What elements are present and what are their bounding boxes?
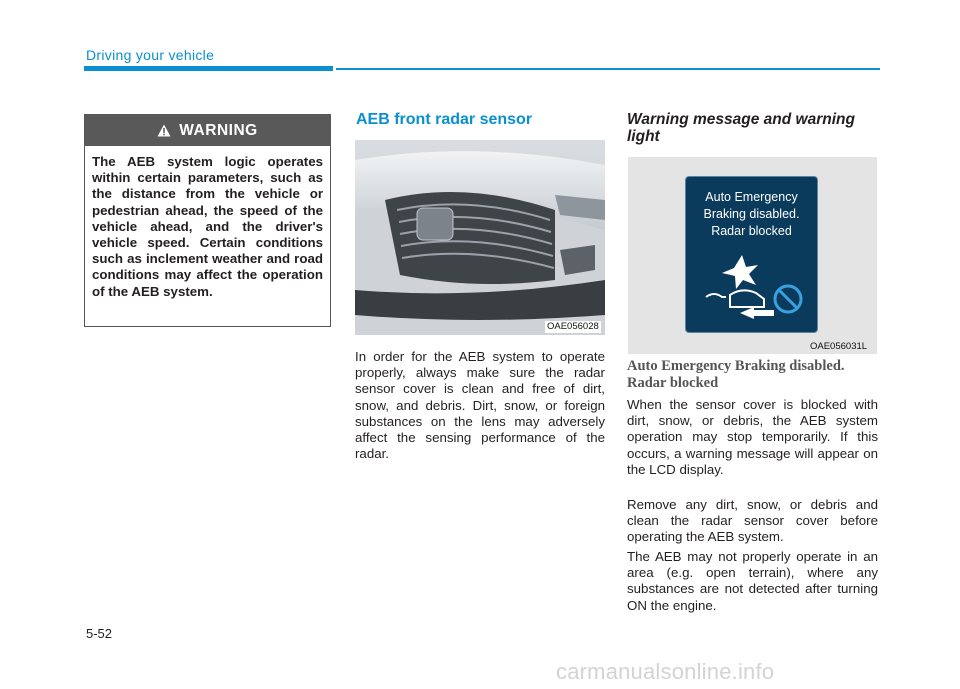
car-front-illustration bbox=[355, 140, 605, 335]
watermark: carmanualsonline.info bbox=[556, 659, 775, 684]
subheading: Auto Emergency Braking disabled. Radar blocked bbox=[627, 358, 845, 391]
warning-header bbox=[85, 115, 330, 146]
body-paragraph: In order for the AEB system to operate properly, always make sure the radar sensor cover is clean and free of dirt, snow, and debris. Dirt, snow, or foreign substances on the lens may adversely affect the sensing performance of the radar. bbox=[355, 349, 605, 462]
header-rule-thick bbox=[84, 66, 333, 71]
cluster-display-figure bbox=[628, 157, 877, 354]
display-line: Auto Emergency bbox=[705, 190, 798, 204]
car-front-image bbox=[355, 140, 605, 335]
warning-triangle-icon bbox=[157, 124, 171, 137]
section-title-italic: Warning message and warning light bbox=[627, 111, 855, 145]
figure-label: OAE056028 bbox=[547, 321, 599, 332]
section-title: AEB front radar sensor bbox=[356, 111, 533, 128]
aeb-collision-icon bbox=[700, 253, 810, 323]
figure-label: OAE056031L bbox=[810, 341, 868, 352]
body-paragraph: Remove any dirt, snow, or debris and clean the radar sensor cover before operating the AEB system. bbox=[627, 497, 878, 545]
lcd-display bbox=[685, 176, 818, 333]
display-message bbox=[686, 189, 817, 240]
warning-title: WARNING bbox=[179, 121, 258, 139]
display-line: Braking disabled. bbox=[703, 207, 800, 221]
display-line: Radar blocked bbox=[711, 224, 792, 238]
warning-box bbox=[84, 114, 331, 327]
body-paragraph: When the sensor cover is blocked with dirt, snow, or debris, the AEB system operation may stop temporarily. If this occurs, a warning message will appear on the LCD display. bbox=[627, 397, 878, 477]
header-rule-thin bbox=[336, 68, 880, 70]
body-paragraph: The AEB may not properly operate in an area (e.g. open terrain), where any substances are not detected after turning ON the engine. bbox=[627, 549, 878, 613]
warning-text: The AEB system logic operates within certain parameters, such as the distance from the vehicle or pedestrian ahead, the speed of the vehicle ahead, and the driver's vehicle speed. Certain conditions such as inclement weather and road conditions may affect the operation of the AEB system. bbox=[92, 154, 323, 299]
page-number: 5-52 bbox=[86, 626, 113, 641]
section-header: Driving your vehicle bbox=[86, 47, 215, 63]
